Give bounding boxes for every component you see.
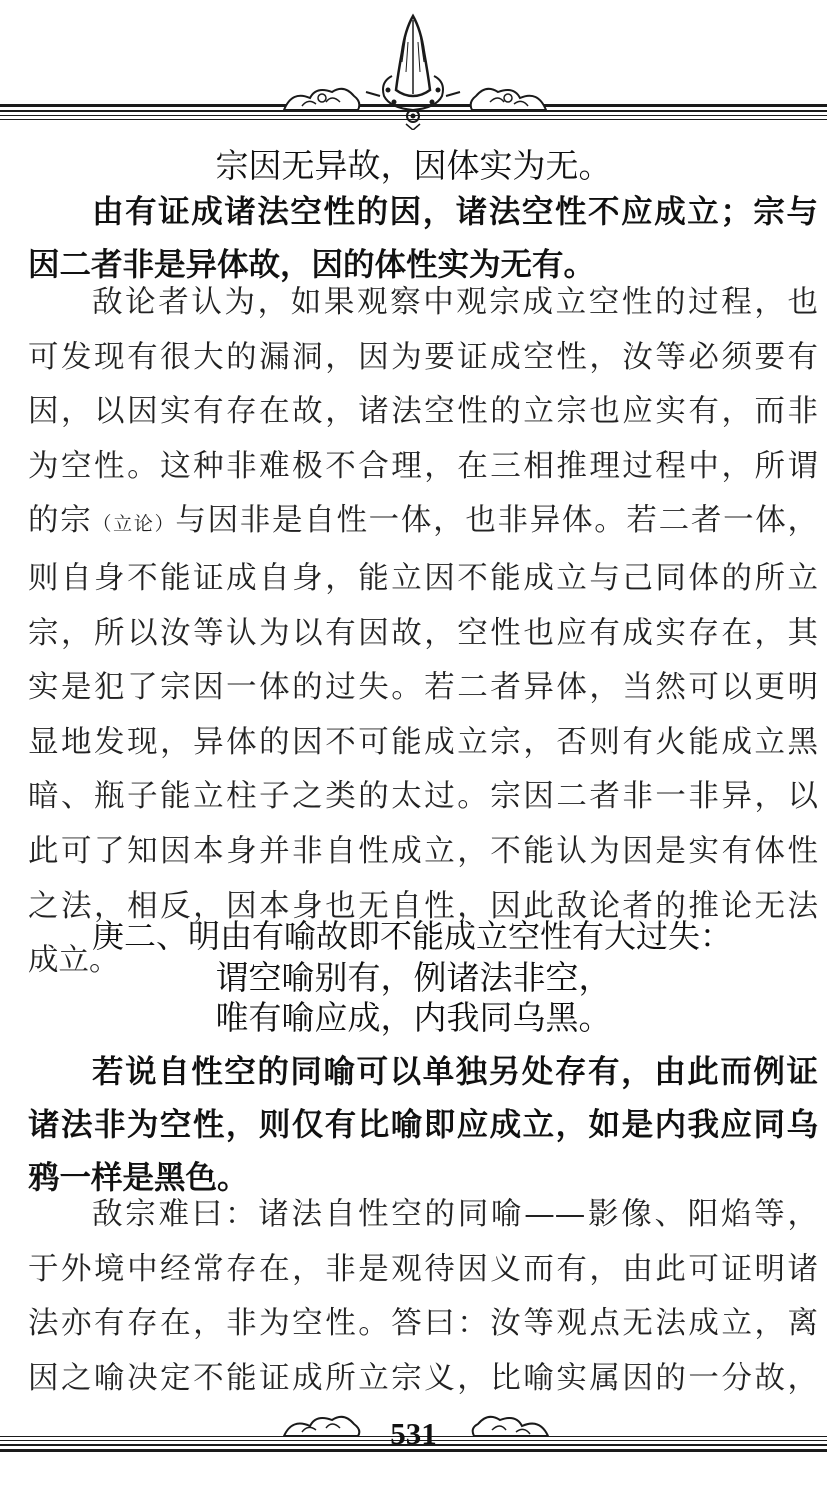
text-line: 之法，相反，因本身也无自性，因此敌论者的推论无法 bbox=[28, 888, 818, 924]
text-line: 为空性。这种非难极不合理，在三相推理过程中，所谓 bbox=[28, 448, 818, 484]
text-line: 敌论者认为，如果观察中观宗成立空性的过程，也 bbox=[92, 285, 818, 320]
verse-line: 宗因无异故，因体实为无。 bbox=[215, 146, 612, 185]
text-line: 此可了知因本身并非自性成立，不能认为因是实有体性 bbox=[28, 833, 818, 869]
praying-hands-with-mala-icon bbox=[362, 12, 464, 130]
commentary-paragraph bbox=[28, 1188, 818, 1406]
text-line: 显地发现，异体的因不可能成立宗，否则有火能成立黑 bbox=[28, 724, 818, 760]
text-line: 成立。 bbox=[28, 943, 120, 979]
text-line: 实是犯了宗因一体的过失。若二者异体，当然可以更明 bbox=[28, 670, 818, 706]
text-line: 的宗（立论）与因非是自性一体，也非异体。若二者一体， bbox=[28, 503, 818, 539]
text-line: 因二者非是异体故，因的体性实为无有。 bbox=[28, 247, 596, 283]
text-line: 诸法非为空性，则仅有比喻即应成立，如是内我应同乌 bbox=[28, 1107, 818, 1143]
root-verse bbox=[0, 958, 827, 1038]
text-line: 于外境中经常存在，非是观待因义而有，由此可证明诸 bbox=[28, 1251, 818, 1287]
text-line: 宗，所以汝等认为以有因故，空性也应有成实存在，其 bbox=[28, 615, 818, 651]
section-heading: 庚二、明由有喻故即不能成立空性有大过失： bbox=[92, 917, 733, 955]
root-verse bbox=[0, 146, 827, 186]
auspicious-cloud-icon bbox=[468, 84, 548, 114]
text-line: 因之喻决定不能证成所立宗义，比喻实属因的一分故， bbox=[28, 1360, 818, 1396]
text-line: 鸦一样是黑色。 bbox=[28, 1160, 249, 1196]
auspicious-cloud-icon bbox=[282, 84, 362, 114]
text-line: 可发现有很大的漏洞，因为要证成空性，汝等必须要有 bbox=[28, 339, 818, 375]
page-number: 531 bbox=[390, 1416, 437, 1451]
text-line: 敌宗难曰：诸法自性空的同喻——影像、阳焰等， bbox=[92, 1197, 818, 1232]
text-line: 因，以因实有存在故，诸法空性的立宗也应实有，而非 bbox=[28, 394, 818, 430]
text-line: 由有证成诸法空性的因，诸法空性不应成立；宗与 bbox=[92, 194, 818, 230]
verse-line: 唯有喻应成，内我同乌黑。 bbox=[215, 998, 612, 1037]
commentary-paragraph bbox=[28, 276, 818, 989]
text-line: 法亦有存在，非为空性。答曰：汝等观点无法成立，离 bbox=[28, 1306, 818, 1342]
verse-line: 谓空喻别有，例诸法非空， bbox=[215, 958, 612, 997]
text-line: 暗、瓶子能立柱子之类的太过。宗因二者非一非异，以 bbox=[28, 779, 818, 815]
text-line: 则自身不能证成自身，能立因不能成立与己同体的所立 bbox=[28, 560, 818, 596]
inline-note: （立论） bbox=[92, 513, 176, 536]
verse-explanation bbox=[28, 1046, 818, 1205]
text-line: 若说自性空的同喻可以单独另处存有，由此而例证 bbox=[92, 1054, 818, 1090]
